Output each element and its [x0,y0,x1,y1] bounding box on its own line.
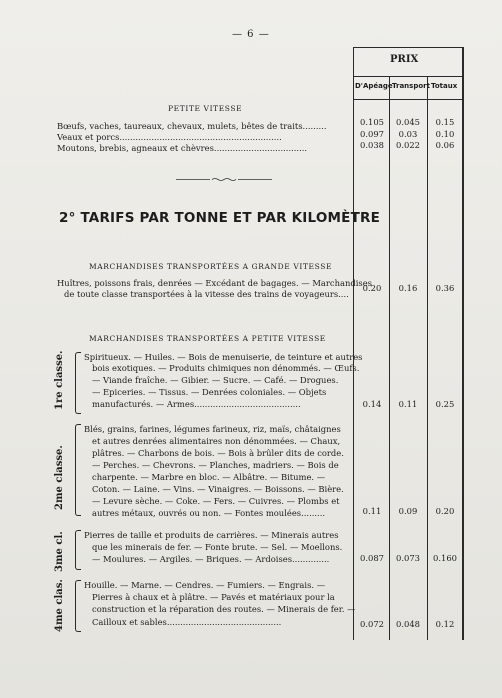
class-line: et autres denrées alimentaires non dénommées. — Chaux, [92,436,341,446]
gv-value: 0.36 [435,283,455,293]
class-line: — Viande fraîche. — Gibier. — Sucre. — Café. — Drogues. [92,375,339,385]
class-value: 0.160 [433,553,457,563]
class-value: 0.12 [435,619,455,629]
gv-value: 0.16 [398,283,418,293]
pv-marchandises-title: MARCHANDISES TRANSPORTÉES A PETITE VITESSE [89,334,326,343]
grande-vitesse-title: MARCHANDISES TRANSPORTÉES A GRANDE VITESSE [89,262,333,271]
class-value: 0.072 [360,619,384,629]
class-value: 0.048 [396,619,420,629]
header-mid-rule [353,76,463,77]
class-line: que les minerais de fer. — Fonte brute. — Sel. — Moellons. [92,542,343,552]
column-rule-1 [353,47,354,640]
class-value: 0.087 [360,553,384,563]
pv-row-value: 0.15 [435,117,455,127]
class-line: construction et la réparation des routes. — Minerais de fer. — [92,604,356,614]
class-brace [75,580,81,632]
pv-row-value: 0.038 [360,140,384,150]
class-line: Spiritueux. — Huiles. — Bois de menuiserie, de teinture et autres [84,352,363,362]
class-value: 0.11 [398,399,418,409]
class-brace [75,530,81,570]
class-line: — Epiceries. — Tissus. — Denrées coloniales. — Objets [92,387,327,397]
class-line: autres métaux, ouvrés ou non. — Fontes moulées......... [92,508,326,518]
class-line: Houille. — Marne. — Cendres. — Fumiers. — Engrais. — [84,580,326,590]
class-value: 0.25 [435,399,455,409]
class-line: charpente. — Marbre en bloc. — Albâtre. — Bitume. — [92,472,326,482]
column-rule-2 [389,76,390,640]
petite-vitesse-title: PETITE VITESSE [168,104,243,113]
class-brace [75,424,81,516]
class-label: 1re classe. [54,350,65,410]
column-rule-3 [427,76,428,640]
prix-header: PRIX [390,54,419,65]
class-value: 0.09 [398,506,418,516]
column-rule-4 [462,47,464,640]
class-line: plâtres. — Charbons de bois. — Bois à brûler dits de corde. [92,448,344,458]
pv-row-value: 0.105 [360,117,384,127]
header-bottom-rule [353,99,463,100]
page-number: — 6 — [232,29,270,40]
class-value: 0.20 [435,506,455,516]
class-label: 2me classe. [54,445,65,510]
class-line: — Levure sèche. — Coke. — Fers. — Cuivres. — Plombs et [92,496,340,506]
pv-row-value: 0.045 [396,117,420,127]
pv-row-label: Moutons, brebis, agneaux et chèvres................................... [57,143,308,153]
class-value: 0.073 [396,553,420,563]
class-line: Pierres de taille et produits de carrières. — Minerais autres [84,530,339,540]
class-line: — Perches. — Chevrons. — Planches, madriers. — Bois de [92,460,339,470]
gv-value: 0.20 [362,283,382,293]
class-value: 0.14 [362,399,382,409]
class-label: 4me clas. [54,579,65,632]
class-line: Blés, grains, farines, légumes farineux, riz, maïs, châtaignes [84,424,341,434]
pv-row-value: 0.10 [435,129,455,139]
class-line: bois exotiques. — Produits chimiques non dénommés. — Œufs. [92,363,360,373]
col-header-totaux: Totaux [431,82,458,90]
class-label: 3me cl. [54,531,65,572]
header-top-rule [353,47,463,48]
pv-row-value: 0.097 [360,129,384,139]
pv-row-value: 0.06 [435,140,455,150]
class-line: — Moulures. — Argiles. — Briques. — Ardoises.............. [92,554,330,564]
pv-row-value: 0.022 [396,140,420,150]
class-value: 0.11 [362,506,382,516]
class-brace [75,352,81,414]
pv-row-value: 0.03 [398,129,418,139]
section-title: 2° TARIFS PAR TONNE ET PAR KILOMÈTRE [59,210,381,226]
class-line: manufacturés. — Armes........................................ [92,399,301,409]
pv-row-label: Bœufs, vaches, taureaux, chevaux, mulets, bêtes de traits......... [57,121,327,131]
class-line: Pierres à chaux et à plâtre. — Pavés et matériaux pour la [92,592,335,602]
class-line: Cailloux et sables........................................... [92,617,282,627]
pv-row-label: Veaux et porcs............................................................. [57,132,282,142]
col-header-apeage: D'Apéage [355,82,393,90]
gv-line: de toute classe transportées à la vitesse des trains de voyageurs.... [64,289,349,299]
class-line: Coton. — Laine. — Vins. — Vinaigres. — Boissons. — Bière. [92,484,344,494]
gv-line: Huîtres, poissons frais, denrées — Excédant de bagages. — Marchandises [57,278,372,288]
col-header-transport: Transport [392,82,430,90]
ornament-divider [176,177,272,182]
